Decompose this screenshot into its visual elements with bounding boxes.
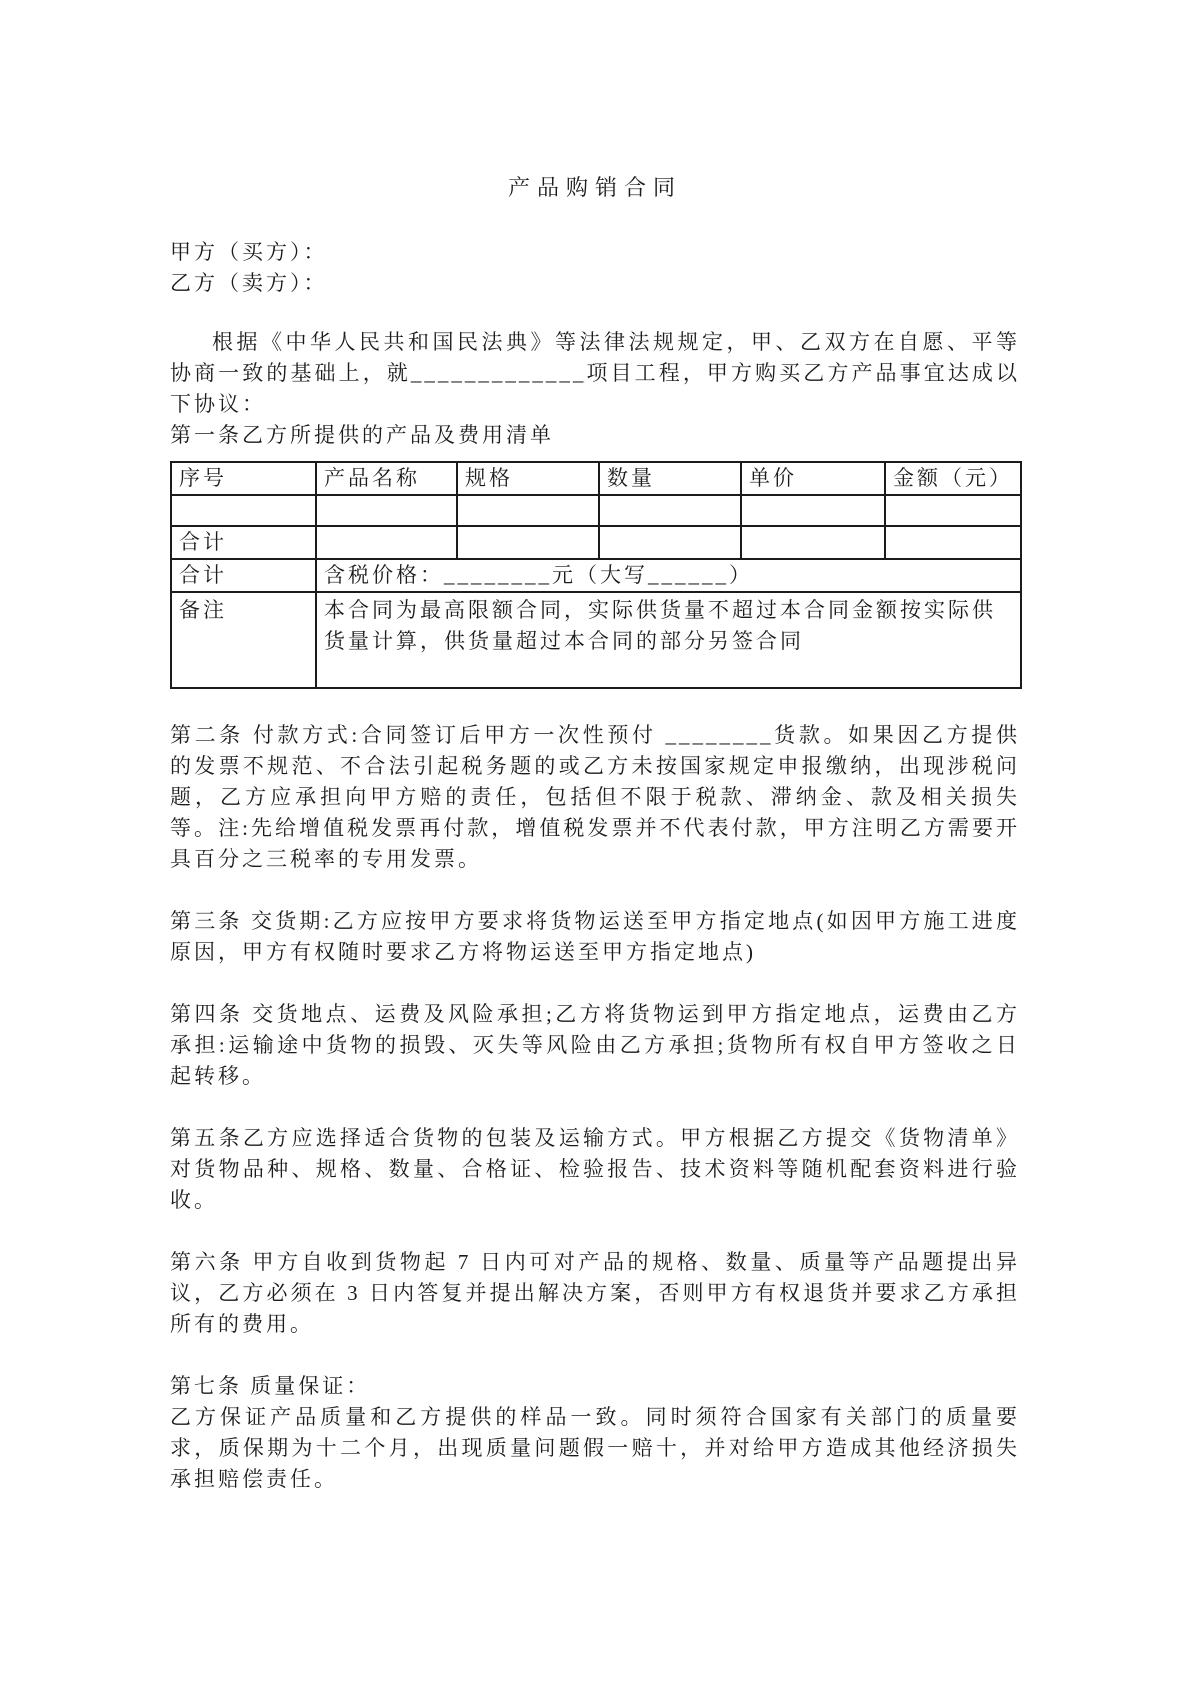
clause-2-paragraph: 第二条 付款方式:合同签订后甲方一次性预付 ________货款。如果因乙方提供的发票不规范、不合法引起税务题的或乙方未按国家规定申报缴纳，出现涉税问题，乙方应承担向甲方赔的责任，包括但不限于税款、滞纳金、款及相关损失等。注:先给增值税发票再付款，增值税发票并不代表付款，甲方注明乙方需要开具百分之三税率的专用发票。 bbox=[170, 723, 1020, 871]
clause-1-heading: 第一条乙方所提供的产品及费用清单 bbox=[170, 423, 554, 447]
clause-5-paragraph: 第五条乙方应选择适合货物的包装及运输方式。甲方根据乙方提交《货物清单》对货物品种、规格、数量、合格证、检验报告、技术资料等随机配套资料进行验收。 bbox=[170, 1126, 1020, 1212]
product-fee-table bbox=[170, 461, 1022, 689]
subtotal-label-cell: 合计 bbox=[171, 526, 316, 559]
table-empty-row bbox=[171, 495, 1021, 526]
header-cell-index: 序号 bbox=[171, 462, 316, 495]
table-remark-row bbox=[171, 592, 1021, 688]
empty-cell bbox=[885, 495, 1021, 526]
header-cell-spec: 规格 bbox=[457, 462, 599, 495]
empty-cell bbox=[171, 495, 316, 526]
total-label-cell: 合计 bbox=[171, 559, 316, 592]
header-cell-unit-price: 单价 bbox=[741, 462, 885, 495]
total-price-cell: 含税价格：________元（大写______） bbox=[316, 559, 1021, 592]
clause-6-paragraph: 第六条 甲方自收到货物起 7 日内可对产品的规格、数量、质量等产品题提出异议，乙方必须在 3 日内答复并提出解决方案，否则甲方有权退货并要求乙方承担所有的费用。 bbox=[170, 1250, 1020, 1336]
party-b-line: 乙方（卖方）： bbox=[170, 271, 328, 295]
clause-3-paragraph: 第三条 交货期:乙方应按甲方要求将货物运送至甲方指定地点(如因甲方施工进度原因，甲方有权随时要求乙方将物运送至甲方指定地点) bbox=[170, 909, 1020, 964]
table-subtotal-row bbox=[171, 526, 1021, 559]
clause-7-paragraph: 乙方保证产品质量和乙方提供的样品一致。同时须符合国家有关部门的质量要求，质保期为十二个月，出现质量问题假一赔十，并对给甲方造成其他经济损失承担赔偿责任。 bbox=[170, 1405, 1020, 1491]
empty-cell bbox=[316, 526, 457, 559]
header-cell-quantity: 数量 bbox=[599, 462, 741, 495]
clause-7-heading: 第七条 质量保证： bbox=[170, 1374, 371, 1398]
header-cell-amount: 金额（元） bbox=[885, 462, 1021, 495]
party-a-line: 甲方（买方）： bbox=[170, 240, 328, 264]
empty-cell bbox=[599, 526, 741, 559]
page-title: 产品购销合同 bbox=[507, 175, 682, 200]
remark-label-cell: 备注 bbox=[171, 592, 316, 688]
remark-content-cell: 本合同为最高限额合同，实际供货量不超过本合同金额按实际供货量计算，供货量超过本合同的部分另签合同 bbox=[316, 592, 1021, 688]
empty-cell bbox=[457, 526, 599, 559]
empty-cell bbox=[885, 526, 1021, 559]
empty-cell bbox=[457, 495, 599, 526]
empty-cell bbox=[599, 495, 741, 526]
table-header-row bbox=[171, 462, 1021, 495]
empty-cell bbox=[741, 526, 885, 559]
header-cell-product-name: 产品名称 bbox=[316, 462, 457, 495]
empty-cell bbox=[316, 495, 457, 526]
intro-paragraph: 根据《中华人民共和国民法典》等法律法规规定，甲、乙双方在自愿、平等协商一致的基础上，就_____________项目工程，甲方购买乙方产品事宜达成以下协议： bbox=[170, 330, 1020, 416]
clause-4-paragraph: 第四条 交货地点、运费及风险承担;乙方将货物运到甲方指定地点，运费由乙方承担:运输途中货物的损毁、灭失等风险由乙方承担;货物所有权自甲方签收之日起转移。 bbox=[170, 1002, 1020, 1088]
table-total-row bbox=[171, 559, 1021, 592]
empty-cell bbox=[741, 495, 885, 526]
